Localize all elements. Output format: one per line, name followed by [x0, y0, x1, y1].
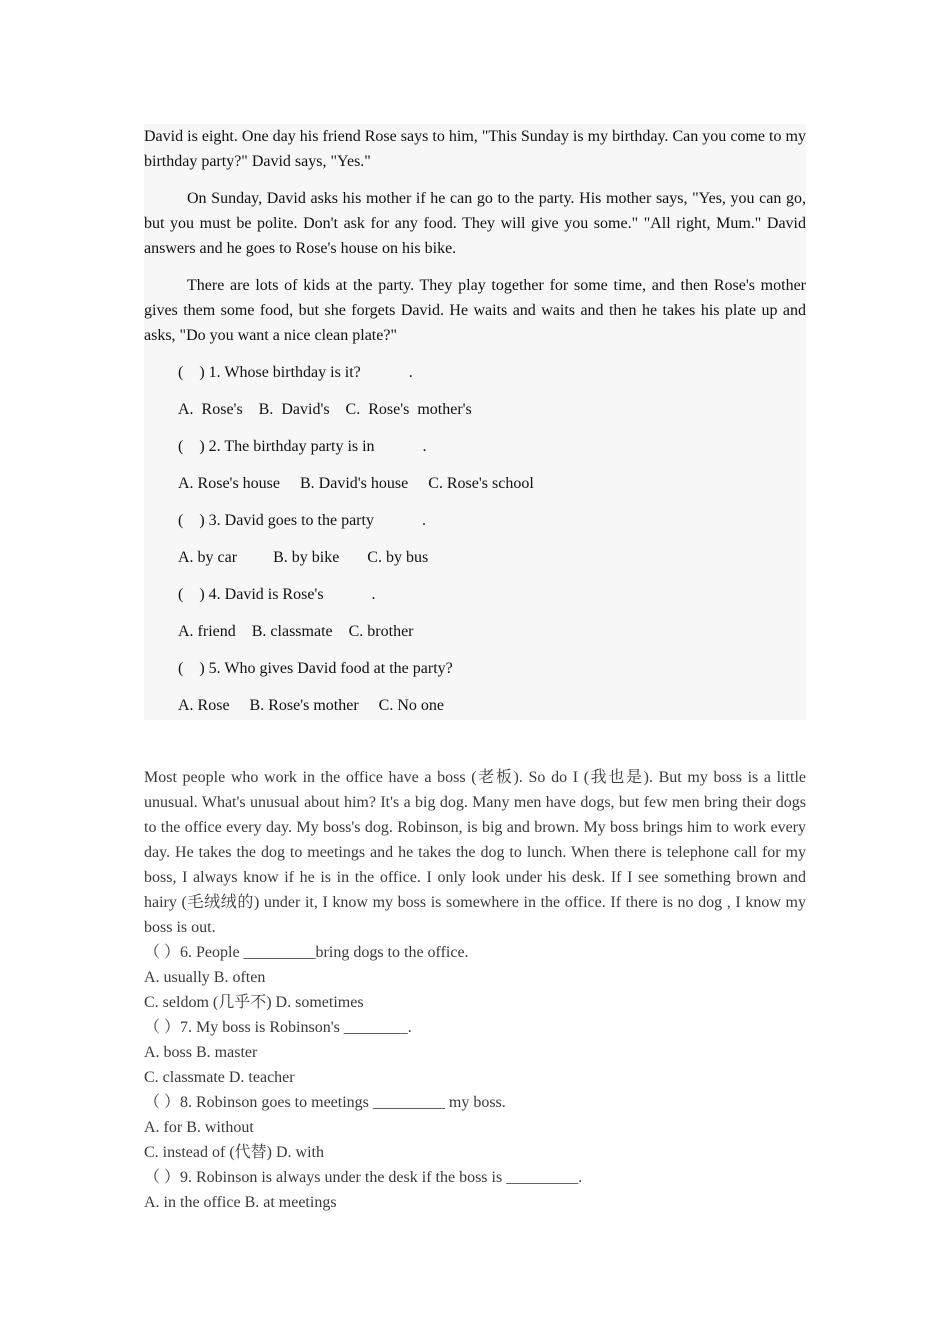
question-4: ( ) 4. David is Rose's .: [178, 586, 376, 603]
question-9: （ ）9. Robinson is always under the desk if the boss is _________.: [144, 1169, 583, 1186]
passage1-paragraph-3: There are lots of kids at the party. They play together for some time, and then Rose's mother gives them some food, but she forgets David. He waits and waits and then he takes his plate up and asks, "Do you want a nice clean plate?": [144, 277, 806, 344]
question-2: ( ) 2. The birthday party is in .: [178, 438, 427, 455]
passage1-paragraph-1: David is eight. One day his friend Rose says to him, "This Sunday is my birthday. Can you come to my birthday party?" David says, "Yes.": [144, 128, 806, 170]
question-8: （ ）8. Robinson goes to meetings _________ my boss.: [144, 1094, 506, 1111]
question-5: ( ) 5. Who gives David food at the party?: [178, 660, 453, 677]
question-3-options: A. by car B. by bike C. by bus: [178, 549, 429, 566]
question-9-options-ab: A. in the office B. at meetings: [144, 1194, 337, 1211]
question-4-options: A. friend B. classmate C. brother: [178, 623, 414, 640]
reading-passage-1: [144, 124, 806, 720]
passage2-paragraph: Most people who work in the office have a boss (老板). So do I (我也是). But my boss is a little unusual. What's unusual about him? It's a big dog. Many men have dogs, but few men bring their dogs to the office every day. My boss's dog. Robinson, is big and brown. My boss brings him to work every day. He takes the dog to meetings and he takes the dog to lunch. When there is telephone call for my boss, I always know if he is in the office. I only look under his desk. If I see something brown and hairy (毛绒绒的) under it, I know my boss is somewhere in the office. If there is no dog , I know my boss is out.: [144, 769, 806, 936]
question-6: （ ）6. People _________bring dogs to the office.: [144, 944, 469, 961]
reading-passage-2: [144, 765, 806, 1215]
question-7: （ ）7. My boss is Robinson's ________.: [144, 1019, 412, 1036]
question-5-options: A. Rose B. Rose's mother C. No one: [178, 697, 444, 714]
question-7-options-cd: C. classmate D. teacher: [144, 1069, 295, 1086]
passage1-paragraph-2: On Sunday, David asks his mother if he can go to the party. His mother says, "Yes, you can go, but you must be polite. Don't ask for any food. They will give you some." "All right, Mum." David answers and he goes to Rose's house on his bike.: [144, 190, 806, 257]
question-8-options-cd: C. instead of (代替) D. with: [144, 1144, 324, 1161]
question-3: ( ) 3. David goes to the party .: [178, 512, 426, 529]
question-1-options: A. Rose's B. David's C. Rose's mother's: [178, 401, 472, 418]
question-6-options-cd: C. seldom (几乎不) D. sometimes: [144, 994, 364, 1011]
question-7-options-ab: A. boss B. master: [144, 1044, 258, 1061]
question-8-options-ab: A. for B. without: [144, 1119, 254, 1136]
question-1: ( ) 1. Whose birthday is it? .: [178, 364, 413, 381]
question-6-options-ab: A. usually B. often: [144, 969, 266, 986]
question-2-options: A. Rose's house B. David's house C. Rose's school: [178, 475, 534, 492]
